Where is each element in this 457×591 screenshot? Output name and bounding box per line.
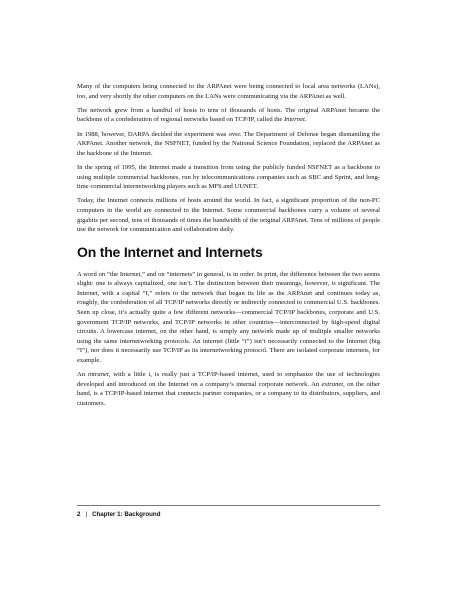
paragraph: In the spring of 1995, the Internet made a transition from using the publicly funded NSFNET as a backbone to using multiple commercial backbones, run by telecommunications companies such as SBC and Sprint, and long-time commercial internetworking players such as MFS and UUNET. [77, 163, 380, 191]
paragraph: Many of the computers being connected to the ARPAnet were being connected to local area networks (LANs), too, and very shortly the other computers on the LANs were communicating via the ARPAnet as well. [77, 83, 380, 100]
chapter-title: Chapter 1: Background [92, 511, 161, 518]
text-run: . [304, 116, 307, 124]
text-run: The network grew from a handful of hosts to tens of thousands of hosts. The original ARPAnet became the backbone of a confederation of regional networks based on TCP/IP, called the [77, 106, 380, 124]
text-run: significant. The Internet, with a capital “I,” refers to the network that began its life as the ARPAnet and continues today as, roughly, the confederation of all TCP/IP networks directly or indirectly connected to commercial U.S. backbones. Seen up close, it’s actually quite a few different networks—commercial TCP/IP backbones, corporate and U.S. government TCP/IP networks, and TCP/IP networks in other countries—interconnected by high-speed digital circuits. A lowercase internet, on the other hand, is simply any network made up of multiple smaller networks using the same internetworking protocols. An internet (little “i”) isn’t necessarily connected to the Internet (big “I”), nor does it necessarily use TCP/IP as its internetworking protocol. There are isolated corporate internets, for example. [77, 280, 380, 365]
emphasis-text: Internet [283, 116, 305, 124]
emphasis-text: extranet [321, 380, 344, 388]
page-number: 2 [77, 511, 81, 518]
footer-rule [77, 505, 380, 506]
emphasis-text: is [331, 280, 336, 288]
paragraph [77, 370, 380, 408]
paragraph: Today, the Internet connects millions of hosts around the world. In fact, a significant proportion of the non-PC computers in the world are connected to the Internet. Some commercial backbones carry a volume of several gigabits per second, tens of thousands of times the bandwidth of the original ARPAnet. Tens of millions of people use the network for communication and collaboration daily. [77, 197, 380, 234]
paragraph [77, 270, 380, 366]
emphasis-text: intranet [87, 371, 109, 379]
text-run: , with a little i, is really just a TCP/IP-based internet, used to emphasize the use of technologies developed and introduced on the Internet on a company’s internal corporate network. An [77, 371, 380, 388]
section-heading: On the Internet and Internets [77, 243, 263, 260]
page-body [77, 82, 380, 413]
text-run: A word on “the Internet,” and on “internets” in general, is in order. In print, the difference between the two seems slight: one is always capitalized, one isn’t. The distinction between their meanings, however, [77, 270, 380, 288]
footer-separator: | [85, 511, 88, 518]
page-footer [77, 510, 160, 519]
paragraph [77, 106, 380, 125]
text-run: An [77, 371, 88, 379]
text-run: , on the other hand, is a TCP/IP-based internet that connects partner companies, or a company to its distributors, suppliers, and customers. [77, 380, 381, 407]
paragraph: In 1988, however, DARPA decided the experiment was over. The Department of Defense began dismantling the ARPAnet. Another network, the NSFNET, funded by the National Science Foundation, replaced the ARPAnet as the backbone of the Internet. [77, 130, 380, 157]
